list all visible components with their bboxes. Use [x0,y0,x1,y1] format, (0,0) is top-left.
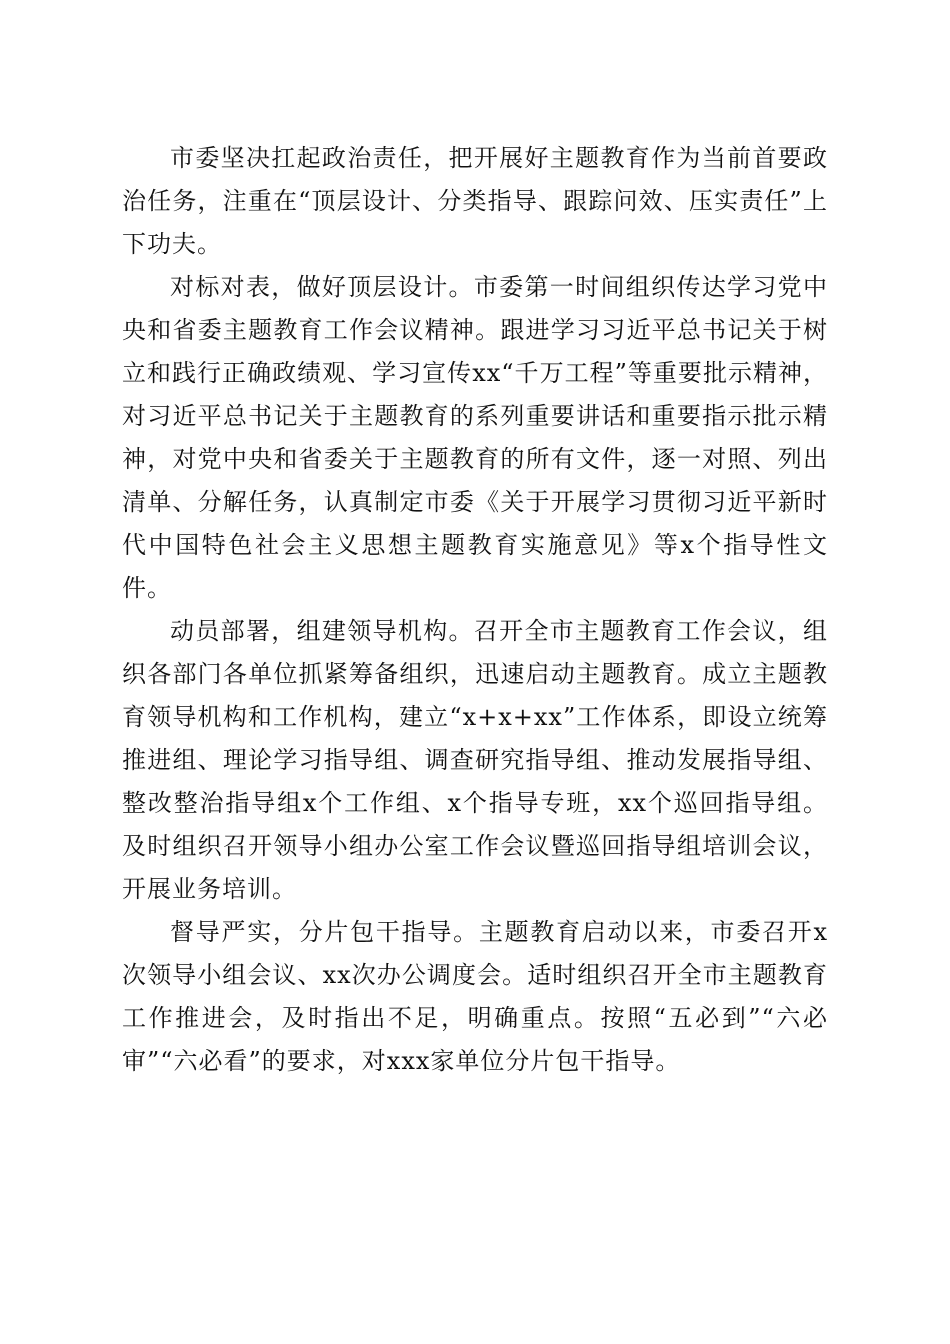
paragraph-supervision: 督导严实，分片包干指导。主题教育启动以来，市委召开x次领导小组会议、xx次办公调度会。适时组织召开全市主题教育工作推进会，及时指出不足，明确重点。按照“五必到”“六必审”“六必看”的要求，对xxx家单位分片包干指导。 [122,918,828,1075]
paragraph-mobilization: 动员部署，组建领导机构。召开全市主题教育工作会议，组织各部门各单位抓紧筹备组织，迅速启动主题教育。成立主题教育领导机构和工作机构，建立“x+x+xx”工作体系，即设立统筹推进组、理论学习指导组、调查研究指导组、推动发展指导组、整改整治指导组x个工作组、x个指导专班，xx个巡回指导组。及时组织召开领导小组办公室工作会议暨巡回指导组培训会议，开展业务培训。 [122,617,828,903]
paragraph-intro: 市委坚决扛起政治责任，把开展好主题教育作为当前首要政治任务，注重在“顶层设计、分类指导、跟踪问效、压实责任”上下功夫。 [122,144,828,258]
document-body [122,137,828,1083]
paragraph-top-level-design: 对标对表，做好顶层设计。市委第一时间组织传达学习党中央和省委主题教育工作会议精神。跟进学习习近平总书记关于树立和践行正确政绩观、学习宣传xx“千万工程”等重要批示精神，对习近平总书记关于主题教育的系列重要讲话和重要指示批示精神，对党中央和省委关于主题教育的所有文件，逐一对照、列出清单、分解任务，认真制定市委《关于开展学习贯彻习近平新时代中国特色社会主义思想主题教育实施意见》等x个指导性文件。 [122,273,828,602]
